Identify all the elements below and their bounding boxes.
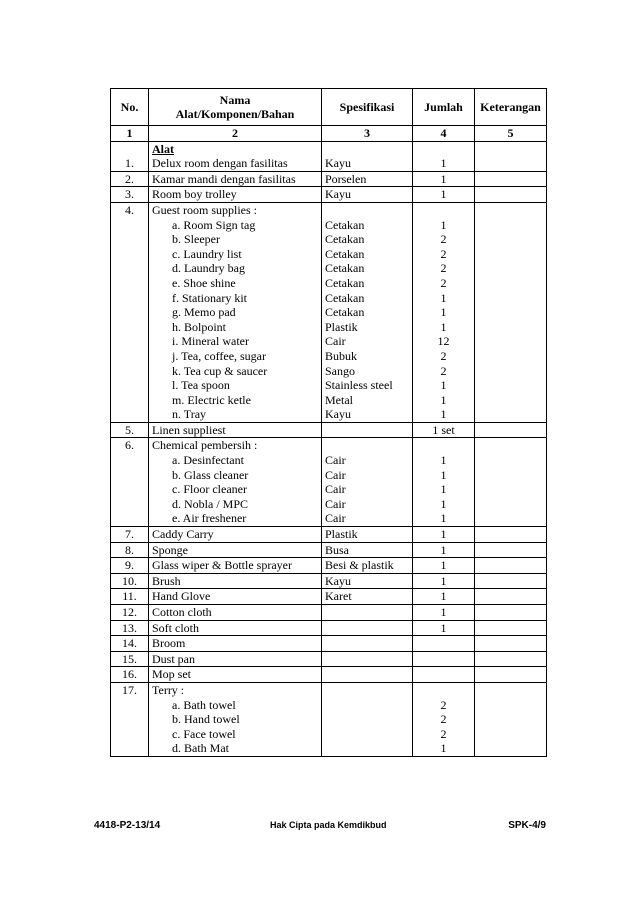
row-number: 16. — [122, 667, 137, 682]
subitem-label: a. Desinfectant — [172, 453, 244, 468]
row-number: 17. — [122, 682, 137, 697]
subitem-label: i. Mineral water — [172, 334, 249, 349]
cell-spec — [322, 542, 413, 558]
item-name: Sponge — [152, 542, 188, 557]
subitem-spec: Bubuk — [325, 348, 358, 363]
subitem-qty: 1 — [440, 511, 447, 526]
cell-qty — [413, 438, 475, 527]
cell-note — [475, 187, 547, 203]
cell-no — [111, 202, 149, 422]
subitem-label: d. Laundry bag — [172, 261, 245, 276]
item-name: Dust pan — [152, 651, 195, 666]
cell-name — [149, 682, 322, 756]
cell-name — [149, 171, 322, 187]
table-row — [111, 202, 547, 422]
cell-note — [475, 558, 547, 574]
item-spec: Porselen — [325, 171, 367, 186]
cell-no — [111, 527, 149, 543]
table-row — [111, 558, 547, 574]
cell-spec — [322, 682, 413, 756]
table-row — [111, 589, 547, 605]
cell-spec — [322, 187, 413, 203]
cell-no — [111, 620, 149, 636]
item-name: Chemical pembersih : — [152, 438, 258, 453]
cell-note — [475, 589, 547, 605]
subitem-qty: 2 — [440, 261, 447, 276]
subitem-qty: 1 — [440, 217, 447, 232]
cell-no — [111, 573, 149, 589]
table-row — [111, 605, 547, 621]
table-row — [111, 527, 547, 543]
cell-spec — [322, 573, 413, 589]
cell-no — [111, 171, 149, 187]
subitem-qty: 1 — [440, 482, 447, 497]
header-note: Keterangan — [475, 89, 547, 126]
cell-spec — [322, 202, 413, 422]
cell-spec — [322, 605, 413, 621]
subitem-spec: Cair — [325, 453, 346, 468]
cell-note — [475, 620, 547, 636]
cell-qty — [413, 636, 475, 652]
cell-qty — [413, 141, 475, 171]
cell-no — [111, 438, 149, 527]
page-number: SPK-4/9 — [508, 820, 546, 831]
subitem-label: b. Hand towel — [172, 712, 240, 727]
item-name: Terry : — [152, 682, 185, 697]
cell-spec — [322, 171, 413, 187]
row-number: 11. — [122, 589, 137, 604]
cell-spec — [322, 667, 413, 683]
item-name: Room boy trolley — [152, 187, 237, 202]
item-name: Mop set — [152, 667, 191, 682]
cell-qty — [413, 558, 475, 574]
cell-qty — [413, 667, 475, 683]
item-qty: 1 — [440, 542, 447, 557]
cell-name — [149, 187, 322, 203]
cell-name — [149, 573, 322, 589]
item-qty: 1 — [440, 527, 447, 542]
cell-no — [111, 589, 149, 605]
column-number: 1 — [111, 126, 149, 142]
row-number: 7. — [125, 527, 134, 542]
document-code: 4418-P2-13/14 — [94, 820, 161, 831]
subitem-label: e. Shoe shine — [172, 275, 236, 290]
column-number: 3 — [322, 126, 413, 142]
subitem-spec: Cair — [325, 511, 346, 526]
item-qty: 1 — [440, 171, 447, 186]
cell-note — [475, 542, 547, 558]
subitem-spec: Kayu — [325, 407, 351, 422]
cell-note — [475, 651, 547, 667]
subitem-spec: Cair — [325, 467, 346, 482]
item-name: Kamar mandi dengan fasilitas — [152, 171, 296, 186]
cell-qty — [413, 620, 475, 636]
table-row — [111, 636, 547, 652]
row-number: 5. — [125, 422, 134, 437]
subitem-qty: 2 — [440, 246, 447, 261]
cell-name — [149, 542, 322, 558]
item-spec: Kayu — [325, 187, 351, 202]
table-row — [111, 573, 547, 589]
cell-note — [475, 573, 547, 589]
cell-no — [111, 141, 149, 171]
header-name-line1: Nama — [219, 93, 251, 107]
table-row — [111, 438, 547, 527]
cell-spec — [322, 141, 413, 171]
section-label: Alat — [152, 141, 174, 156]
subitem-label: a. Bath towel — [172, 697, 236, 712]
cell-no — [111, 542, 149, 558]
subitem-label: g. Memo pad — [172, 305, 236, 320]
subitem-spec: Plastik — [325, 319, 358, 334]
item-qty: 1 — [440, 573, 447, 588]
cell-no — [111, 187, 149, 203]
item-name: Linen suppliest — [152, 422, 226, 437]
subitem-spec: Cetakan — [325, 246, 365, 261]
cell-no — [111, 605, 149, 621]
subitem-label: b. Glass cleaner — [172, 467, 249, 482]
item-qty: 1 — [440, 620, 447, 635]
subitem-label: c. Laundry list — [172, 246, 242, 261]
cell-name — [149, 667, 322, 683]
item-qty: 1 set — [432, 422, 455, 437]
subitem-qty: 1 — [440, 319, 447, 334]
subitem-label: d. Nobla / MPC — [172, 496, 249, 511]
cell-name — [149, 589, 322, 605]
cell-qty — [413, 171, 475, 187]
table-row — [111, 141, 547, 171]
header-no: No. — [111, 89, 149, 126]
cell-no — [111, 558, 149, 574]
subitem-qty: 1 — [440, 290, 447, 305]
subitem-spec: Cair — [325, 496, 346, 511]
subitem-label: j. Tea, coffee, sugar — [172, 348, 267, 363]
subitem-qty: 1 — [440, 453, 447, 468]
cell-qty — [413, 589, 475, 605]
header-name — [149, 89, 322, 126]
row-number: 2. — [125, 171, 134, 186]
item-spec: Busa — [325, 542, 349, 557]
subitem-spec: Cetakan — [325, 217, 365, 232]
subitem-label: m. Electric ketle — [172, 392, 251, 407]
row-number: 13. — [122, 620, 137, 635]
subitem-spec: Stainless steel — [325, 378, 393, 393]
subitem-label: c. Face towel — [172, 726, 236, 741]
item-name: Brush — [152, 573, 181, 588]
cell-qty — [413, 573, 475, 589]
subitem-qty: 2 — [440, 232, 447, 247]
cell-qty — [413, 187, 475, 203]
cell-qty — [413, 542, 475, 558]
table-header-row — [111, 89, 547, 126]
cell-note — [475, 605, 547, 621]
subitem-label: b. Sleeper — [172, 232, 220, 247]
subitem-label: n. Tray — [172, 407, 207, 422]
header-name-line2: Alat/Komponen/Bahan — [175, 107, 295, 121]
table-body — [111, 141, 547, 756]
subitem-label: a. Room Sign tag — [172, 217, 256, 232]
row-number: 4. — [125, 202, 134, 217]
item-name: Glass wiper & Bottle sprayer — [152, 558, 292, 573]
cell-name — [149, 651, 322, 667]
cell-note — [475, 438, 547, 527]
cell-note — [475, 202, 547, 422]
subitem-spec: Sango — [325, 363, 355, 378]
subitem-label: c. Floor cleaner — [172, 482, 247, 497]
subitem-spec: Cetakan — [325, 305, 365, 320]
table-row — [111, 682, 547, 756]
cell-qty — [413, 651, 475, 667]
item-name: Guest room supplies : — [152, 202, 257, 217]
table-row — [111, 422, 547, 438]
cell-spec — [322, 620, 413, 636]
cell-qty — [413, 422, 475, 438]
subitem-qty: 1 — [440, 378, 447, 393]
subitem-label: f. Stationary kit — [172, 290, 247, 305]
cell-name — [149, 558, 322, 574]
subitem-spec: Cetakan — [325, 275, 365, 290]
table-row — [111, 620, 547, 636]
subitem-label: l. Tea spoon — [172, 378, 230, 393]
cell-name — [149, 636, 322, 652]
cell-spec — [322, 636, 413, 652]
item-spec: Kayu — [325, 573, 351, 588]
column-number-row — [111, 126, 547, 142]
item-spec: Kayu — [325, 156, 351, 171]
subitem-qty: 1 — [440, 467, 447, 482]
column-number: 5 — [475, 126, 547, 142]
subitem-qty: 2 — [440, 712, 447, 727]
table-row — [111, 651, 547, 667]
row-number: 15. — [122, 651, 137, 666]
cell-qty — [413, 527, 475, 543]
cell-note — [475, 682, 547, 756]
cell-spec — [322, 589, 413, 605]
subitem-label: h. Bolpoint — [172, 319, 227, 334]
subitem-qty: 2 — [440, 363, 447, 378]
subitem-qty: 1 — [440, 496, 447, 511]
item-qty: 1 — [440, 589, 447, 604]
header-spec: Spesifikasi — [322, 89, 413, 126]
cell-name — [149, 422, 322, 438]
item-name: Broom — [152, 636, 186, 651]
cell-qty — [413, 682, 475, 756]
item-name: Caddy Carry — [152, 527, 214, 542]
cell-name — [149, 141, 322, 171]
cell-no — [111, 422, 149, 438]
table-row — [111, 542, 547, 558]
subitem-qty: 2 — [440, 275, 447, 290]
item-name: Delux room dengan fasilitas — [152, 156, 288, 171]
cell-spec — [322, 651, 413, 667]
item-name: Soft cloth — [152, 620, 199, 635]
subitem-spec: Cetakan — [325, 232, 365, 247]
subitem-qty: 2 — [440, 726, 447, 741]
copyright-note: Hak Cipta pada Kemdikbud — [270, 820, 387, 830]
cell-qty — [413, 202, 475, 422]
cell-name — [149, 202, 322, 422]
equipment-table — [110, 88, 547, 757]
subitem-qty: 1 — [440, 407, 447, 422]
cell-name — [149, 438, 322, 527]
subitem-label: k. Tea cup & saucer — [172, 363, 268, 378]
item-qty: 1 — [440, 605, 447, 619]
cell-note — [475, 141, 547, 171]
row-number: 1. — [125, 156, 134, 171]
table-row — [111, 667, 547, 683]
cell-name — [149, 605, 322, 621]
column-number: 2 — [149, 126, 322, 142]
cell-spec — [322, 558, 413, 574]
subitem-spec: Metal — [325, 392, 353, 407]
row-number: 10. — [122, 573, 137, 588]
subitem-spec: Cetakan — [325, 290, 365, 305]
item-name: Hand Glove — [152, 589, 211, 604]
row-number: 12. — [122, 605, 137, 619]
cell-no — [111, 636, 149, 652]
subitem-qty: 1 — [440, 305, 447, 320]
item-spec: Karet — [325, 589, 352, 604]
subitem-label: d. Bath Mat — [172, 741, 229, 756]
item-qty: 1 — [440, 187, 447, 202]
cell-name — [149, 620, 322, 636]
subitem-qty: 1 — [440, 741, 447, 756]
cell-note — [475, 667, 547, 683]
cell-name — [149, 527, 322, 543]
item-spec: Plastik — [325, 527, 358, 542]
item-spec: Besi & plastik — [325, 558, 394, 573]
cell-no — [111, 651, 149, 667]
row-number: 14. — [122, 636, 137, 651]
cell-no — [111, 667, 149, 683]
subitem-label: e. Air freshener — [172, 511, 247, 526]
row-number: 6. — [125, 438, 134, 453]
item-name: Cotton cloth — [152, 605, 212, 619]
cell-spec — [322, 422, 413, 438]
cell-note — [475, 422, 547, 438]
cell-qty — [413, 605, 475, 621]
cell-no — [111, 682, 149, 756]
subitem-spec: Cetakan — [325, 261, 365, 276]
cell-spec — [322, 527, 413, 543]
cell-note — [475, 527, 547, 543]
row-number: 9. — [125, 558, 134, 573]
row-number: 8. — [125, 542, 134, 557]
subitem-qty: 12 — [437, 334, 450, 349]
item-qty: 1 — [440, 558, 447, 573]
table-row — [111, 187, 547, 203]
subitem-spec: Cair — [325, 482, 346, 497]
subitem-qty: 2 — [440, 697, 447, 712]
column-number: 4 — [413, 126, 475, 142]
subitem-spec: Cair — [325, 334, 346, 349]
subitem-qty: 2 — [440, 348, 447, 363]
cell-note — [475, 636, 547, 652]
header-qty: Jumlah — [413, 89, 475, 126]
cell-spec — [322, 438, 413, 527]
subitem-qty: 1 — [440, 392, 447, 407]
item-qty: 1 — [440, 156, 447, 171]
row-number: 3. — [125, 187, 134, 202]
cell-note — [475, 171, 547, 187]
table-row — [111, 171, 547, 187]
